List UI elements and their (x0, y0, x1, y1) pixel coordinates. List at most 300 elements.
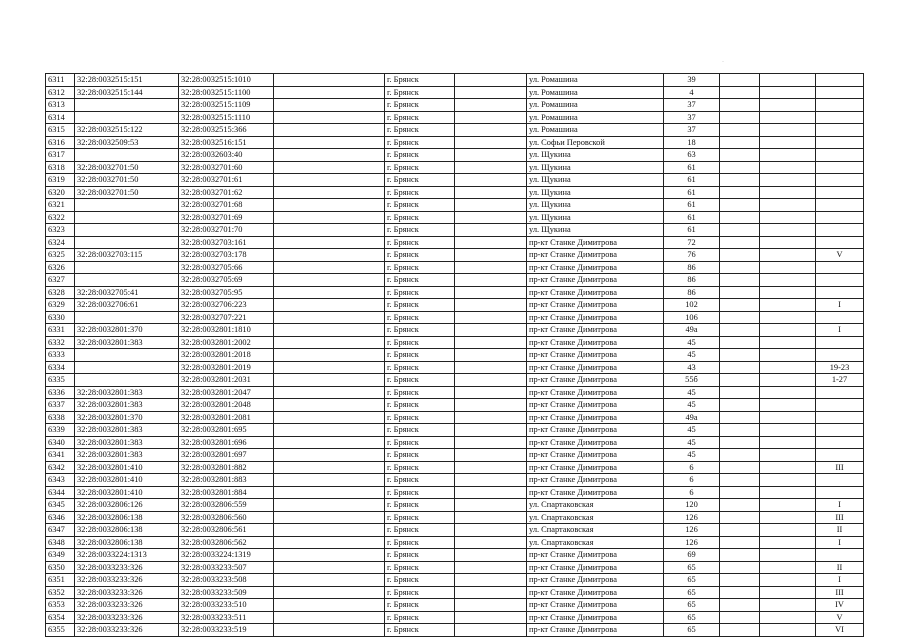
empty-cell (720, 361, 760, 374)
street-name: пр-кт Станке Димитрова (527, 486, 664, 499)
empty-cell (455, 211, 527, 224)
empty-cell (274, 436, 385, 449)
cadastral-building-number: 32:28:0032801:884 (179, 486, 274, 499)
cadastral-building-number: 32:28:0032801:883 (179, 474, 274, 487)
cadastral-building-number: 32:28:0032806:562 (179, 536, 274, 549)
house-number: 120 (664, 499, 720, 512)
empty-cell (720, 449, 760, 462)
cadastral-building-number: 32:28:0032707:221 (179, 311, 274, 324)
cadastral-building-number: 32:28:0033233:519 (179, 624, 274, 637)
city-name: г. Брянск (385, 461, 455, 474)
empty-cell (274, 411, 385, 424)
empty-cell (720, 186, 760, 199)
street-name: ул. Спартаковская (527, 511, 664, 524)
city-name: г. Брянск (385, 624, 455, 637)
empty-cell (720, 386, 760, 399)
city-name: г. Брянск (385, 336, 455, 349)
cadastral-parcel-number: 32:28:0032801:410 (75, 486, 179, 499)
page-mark: · (722, 59, 724, 65)
premises-number (816, 161, 864, 174)
city-name: г. Брянск (385, 474, 455, 487)
house-number: 126 (664, 536, 720, 549)
premises-number: V (816, 249, 864, 262)
cadastral-parcel-number: 32:28:0032701:50 (75, 174, 179, 187)
house-number: 49а (664, 411, 720, 424)
empty-cell (760, 261, 816, 274)
cadastral-building-number: 32:28:0032806:561 (179, 524, 274, 537)
street-name: ул. Ромашина (527, 111, 664, 124)
record-number: 6328 (46, 286, 75, 299)
empty-cell (274, 511, 385, 524)
street-name: ул. Спартаковская (527, 524, 664, 537)
house-number: 65 (664, 599, 720, 612)
house-number: 61 (664, 199, 720, 212)
record-number: 6344 (46, 486, 75, 499)
empty-cell (274, 161, 385, 174)
empty-cell (760, 374, 816, 387)
empty-cell (760, 74, 816, 87)
empty-cell (455, 574, 527, 587)
empty-cell (455, 361, 527, 374)
street-name: пр-кт Станке Димитрова (527, 249, 664, 262)
empty-cell (720, 261, 760, 274)
street-name: ул. Ромашина (527, 99, 664, 112)
table-row (46, 624, 864, 637)
table-row (46, 599, 864, 612)
street-name: пр-кт Станке Димитрова (527, 336, 664, 349)
premises-number (816, 261, 864, 274)
empty-cell (720, 399, 760, 412)
empty-cell (720, 524, 760, 537)
city-name: г. Брянск (385, 611, 455, 624)
cadastral-parcel-number: 32:28:0033224:1313 (75, 549, 179, 562)
table-row (46, 524, 864, 537)
empty-cell (760, 561, 816, 574)
table-row (46, 324, 864, 337)
cadastral-parcel-number: 32:28:0032801:383 (75, 436, 179, 449)
empty-cell (760, 124, 816, 137)
empty-cell (760, 486, 816, 499)
empty-cell (720, 224, 760, 237)
empty-cell (760, 99, 816, 112)
record-number: 6327 (46, 274, 75, 287)
table-row (46, 236, 864, 249)
premises-number (816, 436, 864, 449)
table-row (46, 361, 864, 374)
premises-number: 1-27 (816, 374, 864, 387)
house-number: 61 (664, 174, 720, 187)
street-name: ул. Ромашина (527, 86, 664, 99)
record-number: 6354 (46, 611, 75, 624)
street-name: пр-кт Станке Димитрова (527, 349, 664, 362)
table-row (46, 474, 864, 487)
empty-cell (720, 486, 760, 499)
empty-cell (455, 411, 527, 424)
empty-cell (274, 74, 385, 87)
city-name: г. Брянск (385, 486, 455, 499)
empty-cell (455, 124, 527, 137)
cadastral-building-number: 32:28:0032801:2047 (179, 386, 274, 399)
record-number: 6340 (46, 436, 75, 449)
empty-cell (760, 536, 816, 549)
cadastral-parcel-number: 32:28:0032701:50 (75, 161, 179, 174)
empty-cell (720, 411, 760, 424)
empty-cell (274, 136, 385, 149)
cadastral-parcel-number: 32:28:0032801:383 (75, 424, 179, 437)
cadastral-parcel-number: 32:28:0033233:326 (75, 574, 179, 587)
empty-cell (760, 386, 816, 399)
premises-number: I (816, 299, 864, 312)
empty-cell (455, 586, 527, 599)
empty-cell (720, 74, 760, 87)
table-row (46, 249, 864, 262)
premises-number (816, 386, 864, 399)
city-name: г. Брянск (385, 349, 455, 362)
city-name: г. Брянск (385, 511, 455, 524)
house-number: 6 (664, 486, 720, 499)
empty-cell (274, 574, 385, 587)
city-name: г. Брянск (385, 124, 455, 137)
street-name: пр-кт Станке Димитрова (527, 599, 664, 612)
empty-cell (274, 386, 385, 399)
city-name: г. Брянск (385, 149, 455, 162)
cadastral-building-number: 32:28:0032706:223 (179, 299, 274, 312)
premises-number (816, 224, 864, 237)
empty-cell (760, 211, 816, 224)
table-row (46, 486, 864, 499)
house-number: 4 (664, 86, 720, 99)
empty-cell (274, 186, 385, 199)
street-name: пр-кт Станке Димитрова (527, 311, 664, 324)
premises-number (816, 74, 864, 87)
empty-cell (760, 299, 816, 312)
city-name: г. Брянск (385, 236, 455, 249)
cadastral-building-number: 32:28:0032515:1110 (179, 111, 274, 124)
premises-number (816, 211, 864, 224)
cadastral-parcel-number: 32:28:0032515:144 (75, 86, 179, 99)
premises-number (816, 136, 864, 149)
table-row (46, 549, 864, 562)
premises-number: V (816, 611, 864, 624)
table-row (46, 211, 864, 224)
premises-number (816, 274, 864, 287)
empty-cell (455, 624, 527, 637)
table-row (46, 511, 864, 524)
city-name: г. Брянск (385, 86, 455, 99)
empty-cell (720, 149, 760, 162)
cadastral-building-number: 32:28:0032801:2031 (179, 374, 274, 387)
empty-cell (274, 461, 385, 474)
cadastral-parcel-number: 32:28:0032806:126 (75, 499, 179, 512)
street-name: пр-кт Станке Димитрова (527, 399, 664, 412)
house-number: 37 (664, 124, 720, 137)
premises-number (816, 111, 864, 124)
cadastral-building-number: 32:28:0032701:60 (179, 161, 274, 174)
table-row (46, 336, 864, 349)
premises-number: 19-23 (816, 361, 864, 374)
premises-number (816, 86, 864, 99)
empty-cell (274, 249, 385, 262)
cadastral-parcel-number: 32:28:0033233:326 (75, 611, 179, 624)
cadastral-building-number: 32:28:0032801:882 (179, 461, 274, 474)
empty-cell (455, 199, 527, 212)
cadastral-building-number: 32:28:0032703:178 (179, 249, 274, 262)
empty-cell (274, 499, 385, 512)
empty-cell (760, 549, 816, 562)
empty-cell (760, 349, 816, 362)
register-table (45, 73, 864, 637)
house-number: 86 (664, 261, 720, 274)
house-number: 61 (664, 211, 720, 224)
cadastral-building-number: 32:28:0032801:2018 (179, 349, 274, 362)
cadastral-building-number: 32:28:0032515:1100 (179, 86, 274, 99)
empty-cell (274, 236, 385, 249)
street-name: пр-кт Станке Димитрова (527, 436, 664, 449)
cadastral-parcel-number: 32:28:0033233:326 (75, 599, 179, 612)
empty-cell (760, 86, 816, 99)
city-name: г. Брянск (385, 249, 455, 262)
house-number: 72 (664, 236, 720, 249)
empty-cell (274, 311, 385, 324)
empty-cell (455, 186, 527, 199)
table-row (46, 261, 864, 274)
empty-cell (720, 499, 760, 512)
empty-cell (720, 599, 760, 612)
house-number: 45 (664, 399, 720, 412)
premises-number (816, 336, 864, 349)
table-row (46, 399, 864, 412)
premises-number (816, 474, 864, 487)
table-row (46, 411, 864, 424)
city-name: г. Брянск (385, 74, 455, 87)
house-number: 61 (664, 186, 720, 199)
city-name: г. Брянск (385, 111, 455, 124)
empty-cell (455, 86, 527, 99)
table-row (46, 186, 864, 199)
record-number: 6332 (46, 336, 75, 349)
city-name: г. Брянск (385, 361, 455, 374)
cadastral-parcel-number: 32:28:0032706:61 (75, 299, 179, 312)
empty-cell (760, 249, 816, 262)
premises-number: I (816, 499, 864, 512)
street-name: пр-кт Станке Димитрова (527, 274, 664, 287)
street-name: пр-кт Станке Димитрова (527, 611, 664, 624)
house-number: 63 (664, 149, 720, 162)
empty-cell (760, 511, 816, 524)
cadastral-building-number: 32:28:0032801:695 (179, 424, 274, 437)
house-number: 45 (664, 436, 720, 449)
cadastral-parcel-number (75, 274, 179, 287)
empty-cell (760, 424, 816, 437)
record-number: 6329 (46, 299, 75, 312)
house-number: 69 (664, 549, 720, 562)
record-number: 6311 (46, 74, 75, 87)
record-number: 6349 (46, 549, 75, 562)
empty-cell (455, 436, 527, 449)
cadastral-building-number: 32:28:0032603:40 (179, 149, 274, 162)
record-number: 6319 (46, 174, 75, 187)
cadastral-parcel-number (75, 111, 179, 124)
cadastral-parcel-number (75, 149, 179, 162)
house-number: 45 (664, 386, 720, 399)
premises-number: I (816, 324, 864, 337)
city-name: г. Брянск (385, 136, 455, 149)
house-number: 86 (664, 286, 720, 299)
house-number: 65 (664, 586, 720, 599)
house-number: 37 (664, 111, 720, 124)
record-number: 6351 (46, 574, 75, 587)
city-name: г. Брянск (385, 211, 455, 224)
cadastral-building-number: 32:28:0032701:62 (179, 186, 274, 199)
cadastral-building-number: 32:28:0032806:560 (179, 511, 274, 524)
empty-cell (274, 449, 385, 462)
city-name: г. Брянск (385, 386, 455, 399)
premises-number (816, 549, 864, 562)
empty-cell (455, 249, 527, 262)
empty-cell (760, 111, 816, 124)
city-name: г. Брянск (385, 586, 455, 599)
city-name: г. Брянск (385, 199, 455, 212)
table-row (46, 449, 864, 462)
city-name: г. Брянск (385, 261, 455, 274)
premises-number: III (816, 586, 864, 599)
empty-cell (720, 349, 760, 362)
premises-number (816, 286, 864, 299)
cadastral-building-number: 32:28:0032801:697 (179, 449, 274, 462)
house-number: 18 (664, 136, 720, 149)
cadastral-parcel-number (75, 361, 179, 374)
cadastral-parcel-number (75, 236, 179, 249)
record-number: 6323 (46, 224, 75, 237)
empty-cell (274, 424, 385, 437)
empty-cell (455, 424, 527, 437)
empty-cell (720, 124, 760, 137)
record-number: 6352 (46, 586, 75, 599)
house-number: 76 (664, 249, 720, 262)
empty-cell (760, 149, 816, 162)
empty-cell (274, 536, 385, 549)
empty-cell (274, 224, 385, 237)
street-name: пр-кт Станке Димитрова (527, 561, 664, 574)
cadastral-parcel-number: 32:28:0032515:151 (75, 74, 179, 87)
city-name: г. Брянск (385, 499, 455, 512)
table-row (46, 99, 864, 112)
table-row (46, 436, 864, 449)
record-number: 6330 (46, 311, 75, 324)
city-name: г. Брянск (385, 424, 455, 437)
empty-cell (760, 461, 816, 474)
cadastral-building-number: 32:28:0032801:696 (179, 436, 274, 449)
table-row (46, 174, 864, 187)
empty-cell (455, 511, 527, 524)
city-name: г. Брянск (385, 174, 455, 187)
empty-cell (720, 474, 760, 487)
empty-cell (455, 74, 527, 87)
street-name: пр-кт Станке Димитрова (527, 424, 664, 437)
cadastral-parcel-number: 32:28:0032801:370 (75, 324, 179, 337)
empty-cell (455, 536, 527, 549)
premises-number (816, 449, 864, 462)
street-name: пр-кт Станке Димитрова (527, 449, 664, 462)
cadastral-parcel-number: 32:28:0032806:138 (75, 536, 179, 549)
empty-cell (455, 461, 527, 474)
house-number: 39 (664, 74, 720, 87)
premises-number (816, 174, 864, 187)
street-name: ул. Щукина (527, 199, 664, 212)
record-number: 6348 (46, 536, 75, 549)
cadastral-parcel-number: 32:28:0032801:410 (75, 461, 179, 474)
street-name: пр-кт Станке Димитрова (527, 461, 664, 474)
cadastral-parcel-number: 32:28:0032806:138 (75, 511, 179, 524)
empty-cell (455, 399, 527, 412)
empty-cell (720, 586, 760, 599)
street-name: пр-кт Станке Димитрова (527, 361, 664, 374)
empty-cell (760, 599, 816, 612)
empty-cell (720, 461, 760, 474)
empty-cell (760, 449, 816, 462)
empty-cell (760, 174, 816, 187)
empty-cell (455, 474, 527, 487)
empty-cell (720, 374, 760, 387)
empty-cell (720, 574, 760, 587)
empty-cell (455, 449, 527, 462)
table-row (46, 536, 864, 549)
table-row (46, 561, 864, 574)
table-row (46, 224, 864, 237)
table-row (46, 499, 864, 512)
record-number: 6331 (46, 324, 75, 337)
premises-number: II (816, 561, 864, 574)
house-number: 6 (664, 474, 720, 487)
empty-cell (455, 261, 527, 274)
empty-cell (455, 561, 527, 574)
cadastral-building-number: 32:28:0033233:508 (179, 574, 274, 587)
record-number: 6314 (46, 111, 75, 124)
house-number: 55б (664, 374, 720, 387)
cadastral-building-number: 32:28:0033233:507 (179, 561, 274, 574)
cadastral-parcel-number: 32:28:0032801:383 (75, 336, 179, 349)
street-name: ул. Щукина (527, 149, 664, 162)
table-row (46, 424, 864, 437)
street-name: пр-кт Станке Димитрова (527, 574, 664, 587)
empty-cell (760, 411, 816, 424)
empty-cell (720, 611, 760, 624)
record-number: 6333 (46, 349, 75, 362)
house-number: 65 (664, 561, 720, 574)
cadastral-parcel-number (75, 261, 179, 274)
empty-cell (455, 224, 527, 237)
cadastral-building-number: 32:28:0032801:1810 (179, 324, 274, 337)
empty-cell (274, 336, 385, 349)
city-name: г. Брянск (385, 324, 455, 337)
house-number: 61 (664, 161, 720, 174)
empty-cell (760, 499, 816, 512)
record-number: 6321 (46, 199, 75, 212)
empty-cell (760, 324, 816, 337)
cadastral-parcel-number: 32:28:0032801:370 (75, 411, 179, 424)
house-number: 86 (664, 274, 720, 287)
cadastral-building-number: 32:28:0033233:510 (179, 599, 274, 612)
street-name: пр-кт Станке Димитрова (527, 586, 664, 599)
house-number: 37 (664, 99, 720, 112)
city-name: г. Брянск (385, 399, 455, 412)
city-name: г. Брянск (385, 524, 455, 537)
empty-cell (455, 524, 527, 537)
city-name: г. Брянск (385, 311, 455, 324)
premises-number: III (816, 461, 864, 474)
empty-cell (720, 561, 760, 574)
empty-cell (720, 299, 760, 312)
